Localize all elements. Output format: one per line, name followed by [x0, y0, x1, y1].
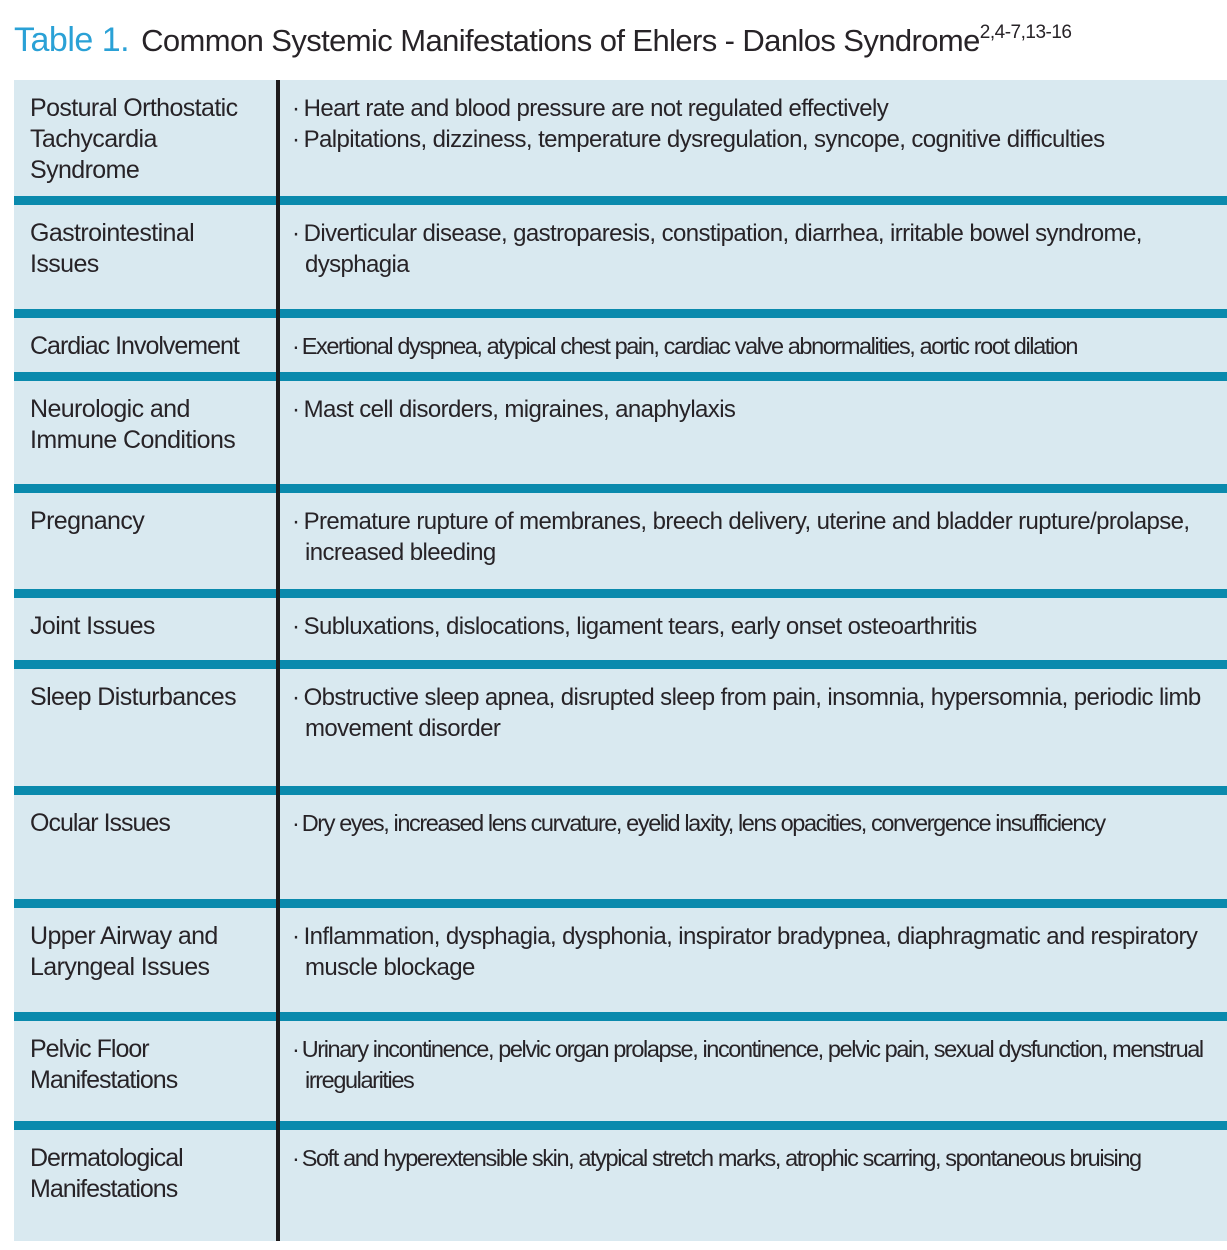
manifestation-bullet: · Premature rupture of membranes, breech delivery, uterine and bladder rupture/prolapse, increased bleeding [292, 506, 1221, 568]
category-cell [14, 908, 276, 1012]
manifestations-cell [276, 598, 1227, 660]
column-divider [276, 80, 280, 1241]
row-separator [14, 1012, 1227, 1021]
manifestation-bullet: · Diverticular disease, gastroparesis, constipation, diarrhea, irritable bowel syndrome, dysphagia [292, 218, 1221, 280]
category-label-line: Pregnancy [30, 507, 145, 535]
row-separator [14, 786, 1227, 795]
category-label-line: Neurologic and [30, 395, 190, 423]
manifestations-cell [276, 1021, 1227, 1121]
category-label-line: Pelvic Floor [30, 1035, 149, 1063]
category-cell [14, 381, 276, 484]
category-label-line: Sleep Disturbances [30, 683, 236, 711]
row-separator [14, 372, 1227, 381]
manifestations-cell [276, 381, 1227, 484]
category-label-line: Cardiac Involvement [30, 332, 239, 360]
table-row [14, 598, 1227, 660]
manifestation-bullet: · Inflammation, dysphagia, dysphonia, inspirator bradypnea, diaphragmatic and respiratory muscle blockage [292, 921, 1221, 983]
category-cell [14, 669, 276, 786]
row-separator [14, 660, 1227, 669]
table-row [14, 80, 1227, 196]
manifestations-cell [276, 669, 1227, 786]
table-row [14, 669, 1227, 786]
manifestation-bullet: · Soft and hyperextensible skin, atypical stretch marks, atrophic scarring, spontaneous bruising [292, 1143, 1221, 1174]
category-label-line: Upper Airway and [30, 922, 218, 950]
category-cell [14, 493, 276, 589]
table-title-number: Table 1. [14, 21, 130, 59]
table-row [14, 381, 1227, 484]
category-label-line: Manifestations [30, 1175, 178, 1203]
manifestations-cell [276, 908, 1227, 1012]
manifestation-bullet: · Exertional dyspnea, atypical chest pain, cardiac valve abnormalities, aortic root dilation [292, 331, 1221, 362]
table-title-text: Common Systemic Manifestations of Ehlers - Danlos Syndrome [141, 23, 980, 58]
manifestations-table [14, 80, 1227, 1241]
category-cell [14, 598, 276, 660]
category-cell [14, 1130, 276, 1241]
table-title [0, 0, 1227, 80]
row-separator [14, 589, 1227, 598]
category-cell [14, 1021, 276, 1121]
row-separator [14, 484, 1227, 493]
manifestation-bullet: · Subluxations, dislocations, ligament tears, early onset osteoarthritis [292, 611, 1221, 642]
table-row [14, 1021, 1227, 1121]
manifestations-cell [276, 205, 1227, 309]
table-title-references: 2,4-7,13-16 [979, 22, 1072, 43]
table-body [14, 80, 1227, 1241]
manifestations-cell [276, 795, 1227, 899]
manifestation-bullet: · Mast cell disorders, migraines, anaphylaxis [292, 394, 1221, 425]
table-row [14, 1130, 1227, 1241]
manifestation-bullet: · Heart rate and blood pressure are not regulated effectively [292, 93, 1221, 124]
category-label-line: Gastrointestinal [30, 219, 195, 247]
category-label-line: Manifestations [30, 1066, 178, 1094]
category-label-line: Ocular Issues [30, 809, 170, 837]
manifestations-cell [276, 80, 1227, 196]
manifestation-bullet: · Urinary incontinence, pelvic organ prolapse, incontinence, pelvic pain, sexual dysfunction, menstrual irregularities [292, 1034, 1221, 1096]
table-row [14, 493, 1227, 589]
row-separator [14, 899, 1227, 908]
row-separator [14, 196, 1227, 205]
table-row [14, 205, 1227, 309]
row-separator [14, 1121, 1227, 1130]
category-cell [14, 795, 276, 899]
table-row [14, 318, 1227, 372]
row-separator [14, 309, 1227, 318]
category-label-line: Issues [30, 250, 99, 278]
category-cell [14, 80, 276, 196]
category-cell [14, 205, 276, 309]
manifestations-cell [276, 318, 1227, 372]
manifestations-cell [276, 1130, 1227, 1241]
category-label-line: Tachycardia Syndrome [30, 125, 157, 184]
manifestation-bullet: · Dry eyes, increased lens curvature, eyelid laxity, lens opacities, convergence insufficiency [292, 808, 1221, 839]
category-cell [14, 318, 276, 372]
category-label-line: Joint Issues [30, 612, 155, 640]
table-row [14, 908, 1227, 1012]
manifestation-bullet: · Obstructive sleep apnea, disrupted sleep from pain, insomnia, hypersomnia, periodic limb movement disorder [292, 682, 1221, 744]
category-label-line: Immune Conditions [30, 426, 236, 454]
manifestations-cell [276, 493, 1227, 589]
table-row [14, 795, 1227, 899]
category-label-line: Laryngeal Issues [30, 953, 210, 981]
category-label-line: Dermatological [30, 1144, 183, 1172]
category-label-line: Postural Orthostatic [30, 94, 238, 122]
manifestation-bullet: · Palpitations, dizziness, temperature dysregulation, syncope, cognitive difficulties [292, 124, 1221, 155]
